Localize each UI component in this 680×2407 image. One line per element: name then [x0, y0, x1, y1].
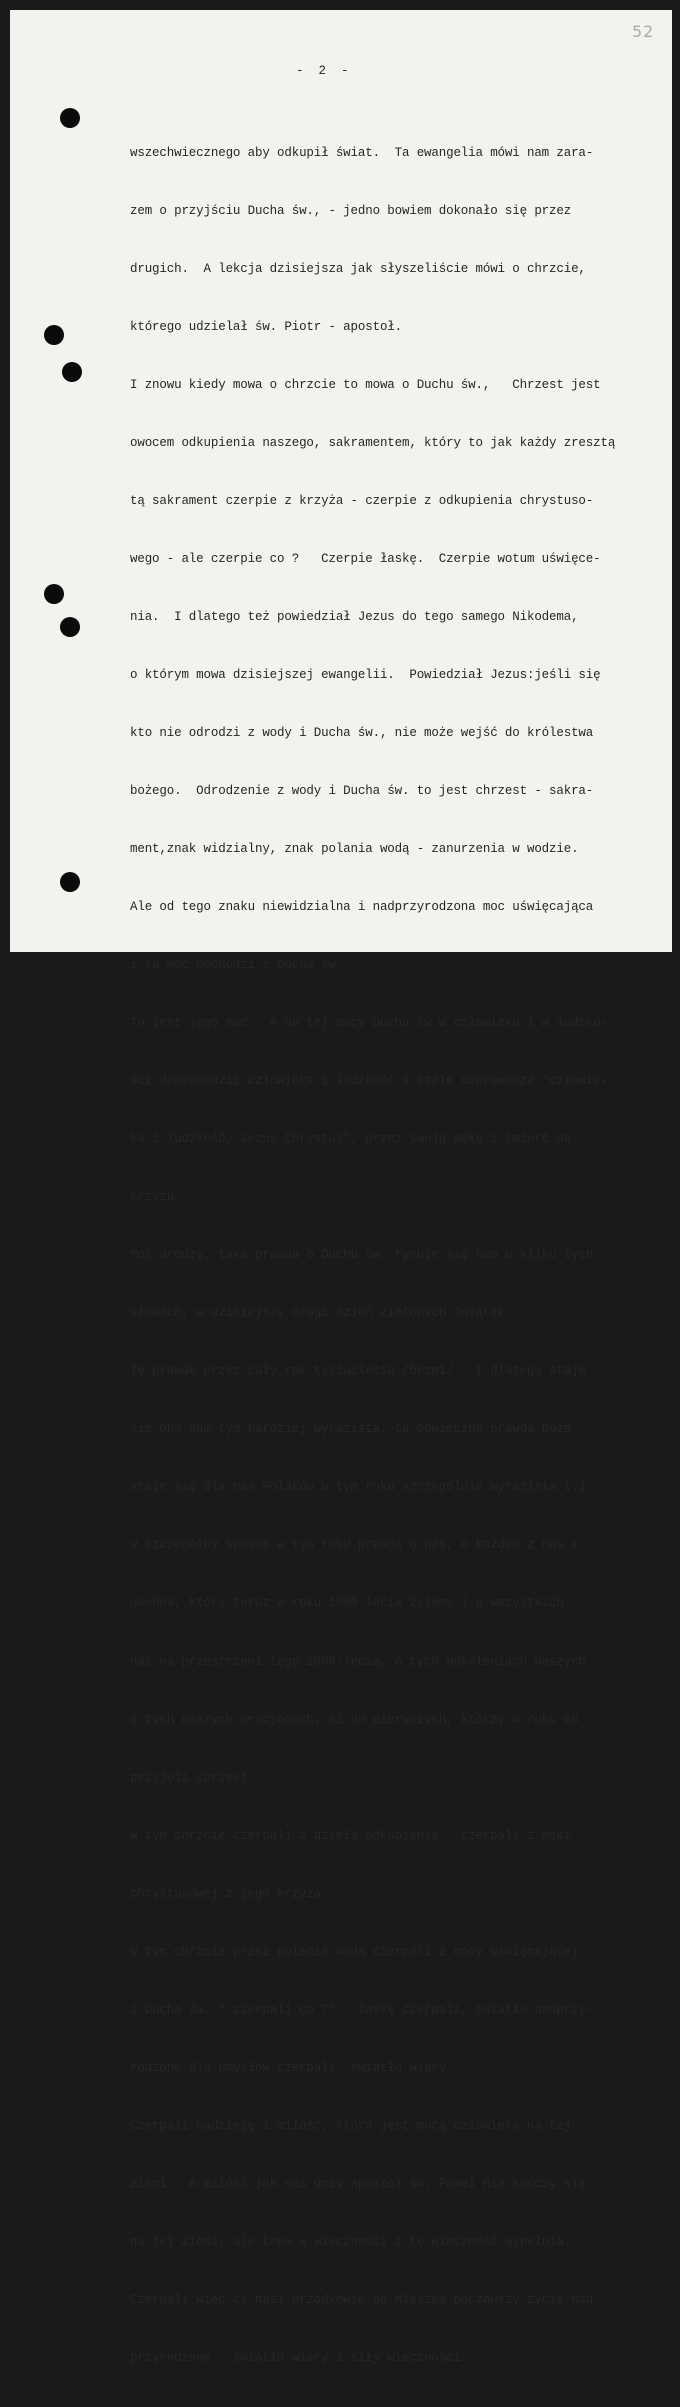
- punch-hole-4: [44, 584, 64, 604]
- text-line: i Ducha św. " czerpali co ?" - łaskę czerpali, światło nadprzy-: [130, 2002, 594, 2017]
- typed-text-body: [130, 105, 615, 2407]
- text-line: się ona nam tym bardziej wyrazista, ta odwieczna prawda boża: [130, 1422, 572, 1437]
- punch-hole-1: [60, 108, 80, 128]
- text-line: tą sakrament czerpie z krzyża - czerpie z odkupienia chrystuso-: [130, 493, 594, 508]
- text-line: ści doprowadził człowieka i ludzkość i stale doprowadza "człowie-: [130, 1074, 608, 1089]
- punch-hole-6: [60, 872, 80, 892]
- punch-hole-5: [60, 617, 80, 637]
- text-line: o tych naszych pracjocach, aż do pierwszych, którzy w roku 66: [130, 1712, 579, 1727]
- text-line: bożego. Odrodzenie z wody i Ducha św. to jest chrzest - sakra-: [130, 784, 594, 799]
- text-line: nia. I dlatego też powiedział Jezus do tego samego Nikodema,: [130, 609, 579, 624]
- text-line: Czerpali nadzieję i miłość, która jest mocą człowieka na tej: [130, 2118, 572, 2133]
- document-page: [10, 10, 672, 2365]
- text-line: To jest jego moc. A do tej mocy Ducha św.w człowieku i w ludzko-: [130, 1016, 608, 1031]
- text-line: W tym chrzcie czerpali z dzieła odkupienia - czerpali z męki: [130, 1828, 572, 1843]
- text-line: rodzone dla umysłów czerpali, światło wiary.: [130, 2060, 454, 2075]
- archive-page-number: 52: [632, 22, 655, 41]
- page-number: - 2 -: [296, 64, 349, 78]
- text-line: staje się dla nas Polaków w tym roku szczególnie wyrazista t.j.: [130, 1480, 594, 1495]
- text-line: nas na przestrzeni tego 1000-lecia, o tych pokoleniach naszych: [130, 1654, 586, 1669]
- text-line: W tym chrzcie przez polanie wodą czerpali z mocy uświęcającej: [130, 1944, 579, 1959]
- punch-hole-2: [44, 325, 64, 345]
- text-line: w szczególny sposób w tym roku prawda o nas, o każdym z nas z: [130, 1538, 579, 1553]
- text-line: na tej ziemi, ale trwa w wieczności i tę wieczność wypełnia.: [130, 2234, 572, 2249]
- text-line: Tę prawdę przez cały rok tysiąclecia /brzmi/. I dlatego staje: [130, 1364, 586, 1379]
- text-line: drugich. A lekcja dzisiejsza jak słyszeliście mówi o chrzcie,: [130, 261, 586, 276]
- text-line: I znowu kiedy mowa o chrzcie to mowa o Duchu św., Chrzest jest: [130, 377, 601, 392]
- text-line: wego - ale czerpie co ? Czerpie łaskę. Czerpie wotum uświęce-: [130, 551, 601, 566]
- text-line: osobna, który teraz w roku 1000-lecia żyjemy i o wszystkich: [130, 1596, 564, 1611]
- text-line: słowach, w dzisiejszy drugi dzień zielonych świątek.: [130, 1306, 513, 1321]
- text-line: ka i ludzkość, Jezus Chrystus", przez swoją mękę i śmierć na: [130, 1132, 572, 1147]
- text-line: przyrodzone - światło wiary i siły wieczności.: [130, 2350, 469, 2365]
- text-line: wszechwiecznego aby odkupił świat. Ta ewangelia mówi nam zara-: [130, 145, 594, 160]
- text-line: kto nie odrodzi z wody i Ducha św., nie może wejść do królestwa: [130, 726, 594, 740]
- text-line: przyjęli chrzest.: [130, 1770, 255, 1785]
- text-line: krzyżu.: [130, 1190, 182, 1205]
- text-line: ziemi. A miłość jak nas uczy apostoł św. Paweł nie kończy się: [130, 2176, 586, 2191]
- text-line: chrystusowej z jego krzyża.: [130, 1886, 329, 1901]
- text-line: Czerpali więc ci nasi przodkowie od Mieszka począwszy życie nad-: [130, 2292, 601, 2307]
- text-line: zem o przyjściu Ducha św., - jedno bowiem dokonało się przez: [130, 203, 572, 218]
- text-line: którego udzielał św. Piotr - apostoł.: [130, 319, 402, 334]
- text-line: ment,znak widzialny, znak polania wodą - zanurzenia w wodzie.: [130, 842, 579, 857]
- text-line: Moi drodzy, taka prawda o Duchu św. rysuje się nam w kilku tych: [130, 1248, 594, 1263]
- text-line: i ta moc pochodzi z Ducha św.,: [130, 958, 351, 973]
- punch-hole-3: [62, 362, 82, 382]
- text-line: owocem odkupienia naszego, sakramentem, który to jak każdy zresztą: [130, 435, 616, 450]
- text-line: Ale od tego znaku niewidzialna i nadprzyrodzona moc uświęcająca: [130, 900, 594, 915]
- text-line: o którym mowa dzisiejszej ewangelii. Powiedział Jezus:jeśli się: [130, 667, 601, 682]
